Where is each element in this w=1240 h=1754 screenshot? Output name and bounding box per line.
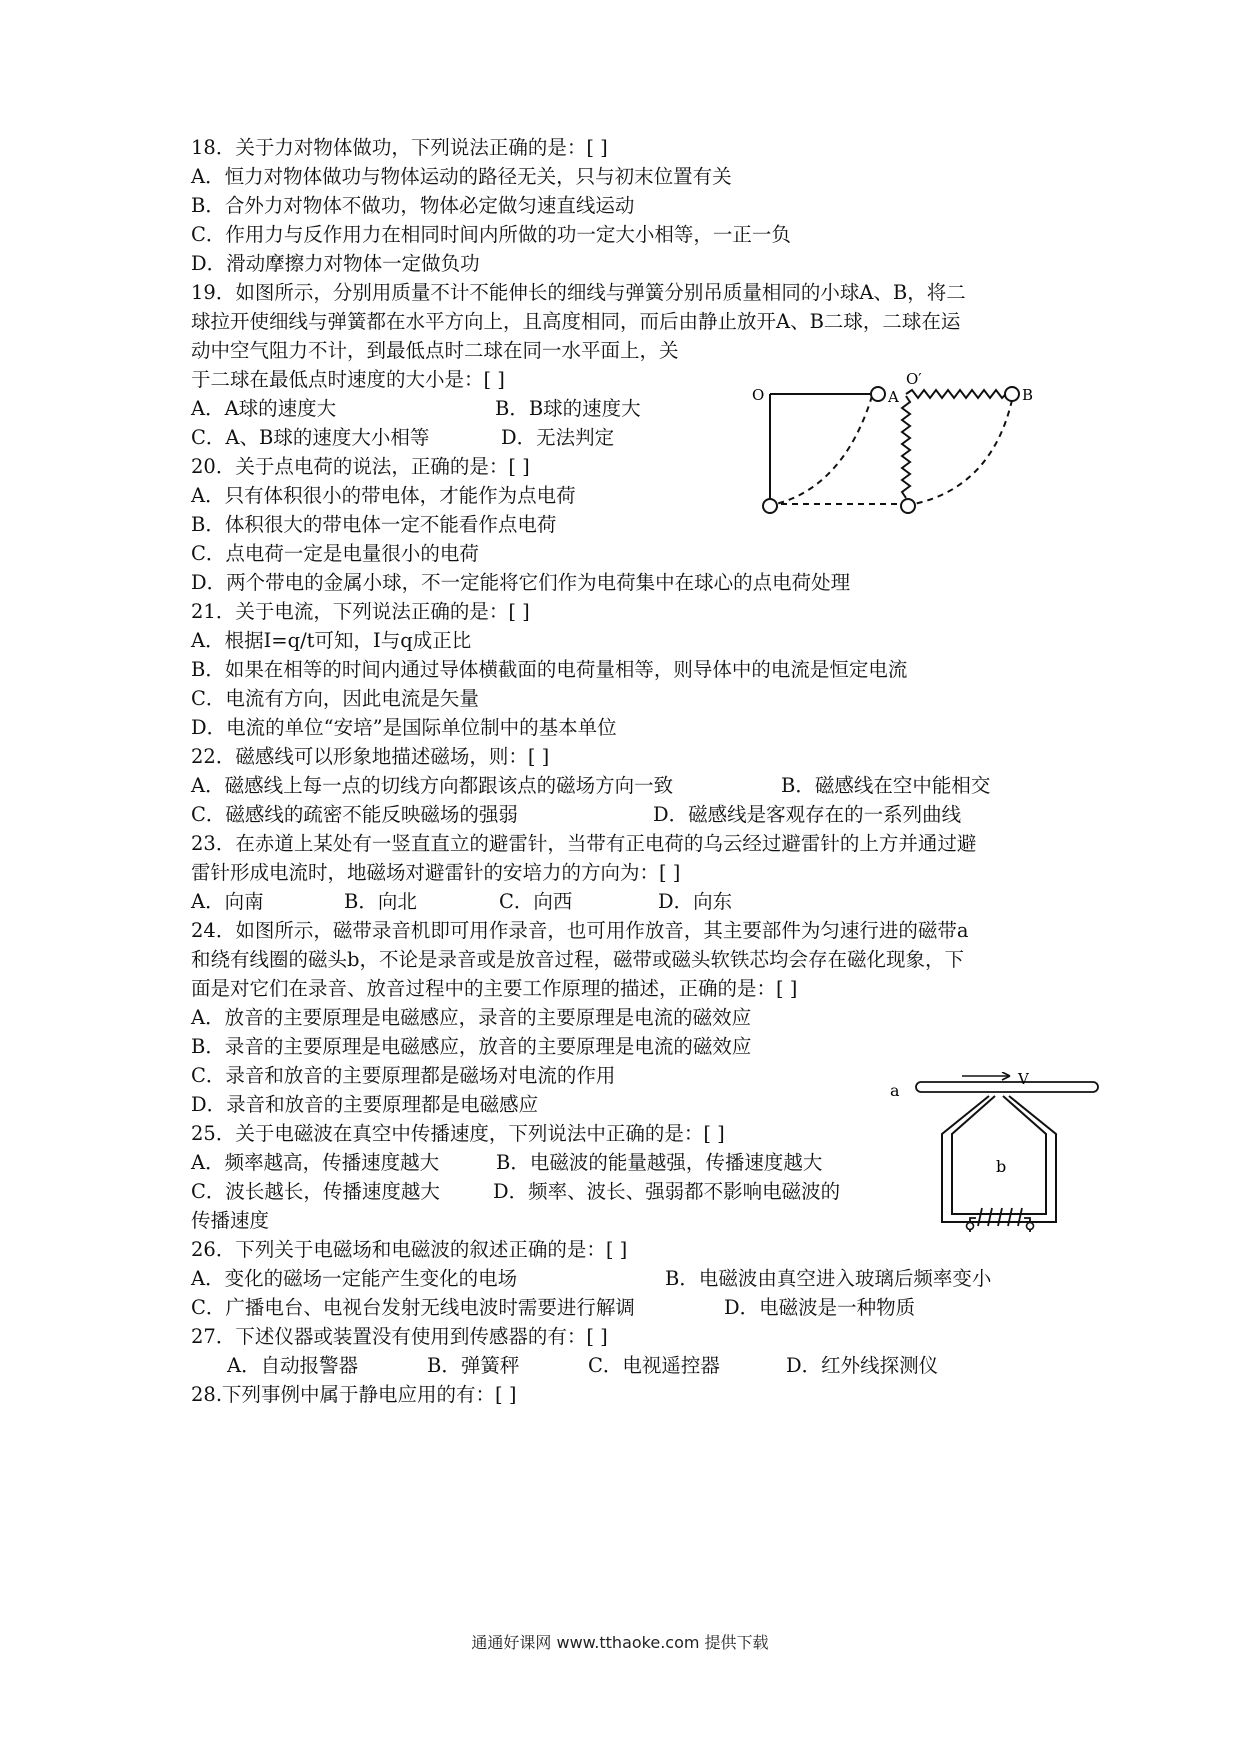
q24-option-c: C．录音和放音的主要原理都是磁场对电流的作用: [191, 1064, 616, 1087]
q20-option-b: B．体积很大的带电体一定不能看作点电荷: [191, 513, 557, 536]
label-o: O: [752, 386, 765, 404]
q23-option-a: A．向南: [191, 890, 264, 913]
page-footer: 通通好课网 www.tthaoke.com 提供下载: [471, 1633, 769, 1652]
pendulum-spring-figure: [740, 372, 1070, 522]
q22-option-c: C．磁感线的疏密不能反映磁场的强弱: [191, 803, 518, 826]
question-24: 24．如图所示，磁带录音机即可用作录音，也可用作放音，其主要部件为匀速行进的磁带a: [191, 919, 969, 942]
ball-b-swing-path: [914, 400, 1012, 504]
question-22: 22．磁感线可以形象地描述磁场，则：[ ]: [191, 745, 550, 768]
q23-option-b: B．向北: [344, 890, 417, 913]
q21-option-c: C．电流有方向，因此电流是矢量: [191, 687, 479, 710]
q19-options-row1: [191, 394, 641, 424]
coil-terminal-left: [967, 1223, 974, 1230]
q26-options-row2: [191, 1293, 916, 1323]
q25-options-row1: [191, 1148, 823, 1178]
q18-option-b: B．合外力对物体不做功，物体必定做匀速直线运动: [191, 194, 635, 217]
q24-option-a: A．放音的主要原理是电磁感应，录音的主要原理是电流的磁效应: [191, 1006, 752, 1029]
q23-option-d: D．向东: [658, 890, 733, 913]
q25-option-a: A．频率越高，传播速度越大: [191, 1151, 440, 1174]
q26-option-b: B．电磁波由真空进入玻璃后频率变小: [665, 1267, 992, 1290]
q22-options-row1: [191, 771, 991, 801]
question-23-line2: 雷针形成电流时，地磁场对避雷针的安培力的方向为：[ ]: [191, 861, 681, 884]
q27-option-c: C．电视遥控器: [588, 1354, 720, 1377]
q18-option-d: D．滑动摩擦力对物体一定做负功: [191, 252, 480, 275]
q21-option-b: B．如果在相等的时间内通过导体横截面的电荷量相等，则导体中的电流是恒定电流: [191, 658, 908, 681]
q19-option-d: D．无法判定: [501, 426, 615, 449]
question-19-line4: 于二球在最低点时速度的大小是：[ ]: [191, 368, 505, 391]
q22-option-a: A．磁感线上每一点的切线方向都跟该点的磁场方向一致: [191, 774, 674, 797]
label-a: A: [888, 388, 899, 406]
q26-option-d: D．电磁波是一种物质: [724, 1296, 916, 1319]
spring-vertical: [902, 396, 910, 498]
q23-option-c: C．向西: [499, 890, 573, 913]
q19-option-a: A．A球的速度大: [191, 397, 337, 420]
q20-option-d: D．两个带电的金属小球，不一定能将它们作为电荷集中在球心的点电荷处理: [191, 571, 851, 594]
question-24-line2: 和绕有线圈的磁头b，不论是录音或是放音过程，磁带或磁头软铁芯均会存在磁化现象，下: [191, 948, 964, 971]
label-o-prime: O′: [906, 372, 922, 388]
q19-option-c: C．A、B球的速度大小相等: [191, 426, 430, 449]
question-21: 21．关于电流，下列说法正确的是：[ ]: [191, 600, 530, 623]
q26-option-c: C．广播电台、电视台发射无线电波时需要进行解调: [191, 1296, 635, 1319]
q24-option-d: D．录音和放音的主要原理都是电磁感应: [191, 1093, 539, 1116]
question-26: 26．下列关于电磁场和电磁波的叙述正确的是：[ ]: [191, 1238, 628, 1261]
q25-options-row2: [191, 1177, 841, 1207]
q25-option-d-continued: 传播速度: [191, 1209, 270, 1232]
q22-options-row2: [191, 800, 962, 830]
q25-option-b: B．电磁波的能量越强，传播速度越大: [496, 1151, 823, 1174]
q24-option-b: B．录音的主要原理是电磁感应，放音的主要原理是电流的磁效应: [191, 1035, 752, 1058]
coil-terminal-right: [1027, 1223, 1034, 1230]
label-b: B: [1022, 386, 1034, 404]
tape-head-figure: [890, 1072, 1110, 1232]
question-25: 25．关于电磁波在真空中传播速度，下列说法中正确的是：[ ]: [191, 1122, 725, 1145]
label-head-b: b: [996, 1157, 1007, 1176]
q27-option-b: B．弹簧秤: [427, 1354, 520, 1377]
q20-option-a: A．只有体积很小的带电体，才能作为点电荷: [191, 484, 576, 507]
q18-option-a: A．恒力对物体做功与物体运动的路径无关，只与初末位置有关: [191, 165, 732, 188]
question-19: 19．如图所示，分别用质量不计不能伸长的细线与弹簧分别吊质量相同的小球A、B，将二: [191, 281, 966, 304]
question-23: 23．在赤道上某处有一竖直直立的避雷针，当带有正电荷的乌云经过避雷针的上方并通过避: [191, 832, 977, 855]
q25-option-d: D．频率、波长、强弱都不影响电磁波的: [493, 1180, 841, 1203]
coil-winding: [970, 1208, 1030, 1232]
question-18: 18．关于力对物体做功，下列说法正确的是：[ ]: [191, 136, 608, 159]
ball-b: [1005, 387, 1019, 401]
q26-options-row1: [191, 1264, 992, 1294]
spring-horizontal: [906, 390, 1006, 398]
q27-option-d: D．红外线探测仪: [786, 1354, 939, 1377]
q21-option-a: A．根据I=q/t可知，I与q成正比: [191, 629, 472, 652]
ball-a-lowest: [763, 499, 777, 513]
label-tape-a: a: [890, 1081, 900, 1100]
label-velocity: V: [1018, 1072, 1029, 1088]
q19-options-row2: [191, 423, 615, 453]
q23-options: [191, 887, 733, 917]
q22-option-d: D．磁感线是客观存在的一系列曲线: [653, 803, 962, 826]
q18-option-c: C．作用力与反作用力在相同时间内所做的功一定大小相等，一正一负: [191, 223, 791, 246]
q27-option-a: A．自动报警器: [227, 1354, 359, 1377]
question-19-line3: 动中空气阻力不计，到最低点时二球在同一水平面上，关: [191, 339, 679, 362]
q25-option-c: C．波长越长，传播速度越大: [191, 1180, 440, 1203]
ball-b-lowest: [901, 499, 915, 513]
q26-option-a: A．变化的磁场一定能产生变化的电场: [191, 1267, 518, 1290]
q27-options: [227, 1351, 939, 1381]
q21-option-d: D．电流的单位“安培”是国际单位制中的基本单位: [191, 716, 617, 739]
question-24-line3: 面是对它们在录音、放音过程中的主要工作原理的描述，正确的是：[ ]: [191, 977, 798, 1000]
question-28: 28.下列事例中属于静电应用的有：[ ]: [191, 1383, 517, 1406]
q20-option-c: C．点电荷一定是电量很小的电荷: [191, 542, 479, 565]
question-19-line2: 球拉开使细线与弹簧都在水平方向上，且高度相同，而后由静止放开A、B二球，二球在运: [191, 310, 961, 333]
question-20: 20．关于点电荷的说法，正确的是：[ ]: [191, 455, 530, 478]
question-27: 27．下述仪器或装置没有使用到传感器的有：[ ]: [191, 1325, 608, 1348]
ball-a: [871, 387, 885, 401]
ball-a-swing-path: [776, 396, 872, 504]
magnetic-tape: [916, 1082, 1098, 1092]
q19-option-b: B．B球的速度大: [495, 397, 641, 420]
q22-option-b: B．磁感线在空中能相交: [781, 774, 991, 797]
